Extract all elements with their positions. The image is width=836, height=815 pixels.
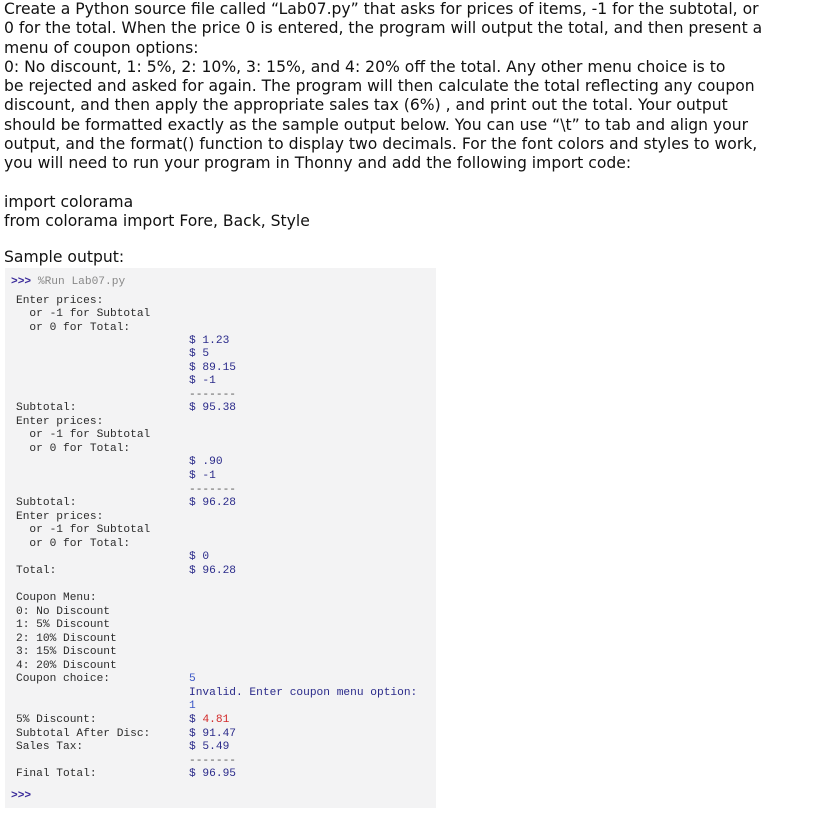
console-value: $ 5.49 [189,741,230,753]
console-text: 2: 10% Discount [16,633,117,645]
console-text: or -1 for Subtotal [16,524,151,536]
console-text: or 0 for Total: [16,538,131,550]
shell-prompt: >>> [11,276,32,288]
console-value: $ 0 [189,551,210,563]
console-text: Final Total: [16,768,97,780]
console-text: Total: [16,565,57,577]
console-text: 4: 20% Discount [16,660,117,672]
instruction-line: 0 for the total. When the price 0 is entered, the program will output the total, and then present a [4,19,763,38]
console-value: $ 95.38 [189,402,236,414]
console-text: or 0 for Total: [16,322,131,334]
import-code-line: from colorama import Fore, Back, Style [4,212,310,231]
console-text: Coupon choice: [16,673,110,685]
console-text: Coupon Menu: [16,592,97,604]
instruction-line: output, and the format() function to display two decimals. For the font colors and styles to work, [4,135,758,154]
console-value: $ 96.95 [189,768,236,780]
user-input: 1 [189,700,196,712]
console-text: 3: 15% Discount [16,646,117,658]
console-text: Subtotal: [16,497,77,509]
separator-line: ------- [189,484,236,496]
sample-output-console [5,268,436,808]
run-line [11,276,125,289]
sample-output-label: Sample output: [4,248,125,266]
separator-line: ------- [189,389,236,401]
import-code-line: import colorama [4,192,134,211]
console-text: or -1 for Subtotal [16,429,151,441]
console-text: 5% Discount: [16,714,97,726]
console-text: Subtotal: [16,402,77,414]
instruction-line: Create a Python source file called “Lab07.py” that asks for prices of items, -1 for the subtotal, or [4,0,759,18]
instruction-line: 0: No discount, 1: 5%, 2: 10%, 3: 15%, and 4: 20% off the total. Any other menu choice is to [4,57,726,76]
shell-prompt: >>> [11,790,32,802]
console-value: Invalid. Enter coupon menu option: [189,687,418,699]
console-text: Sales Tax: [16,741,84,753]
console-text: 0: No Discount [16,606,110,618]
console-value: $ 96.28 [189,565,236,577]
dollar-sign: $ [189,714,203,726]
console-text: Subtotal After Disc: [16,728,151,740]
console-text: Enter prices: [16,416,104,428]
console-value: $ -1 [189,375,216,387]
separator-line: ------- [189,755,236,767]
console-text: Enter prices: [16,511,104,523]
instructions-text [4,0,832,232]
console-value: $ 91.47 [189,728,236,740]
discount-amount: 4.81 [202,714,230,726]
instruction-line: should be formatted exactly as the sample output below. You can use “\t” to tab and align your [4,115,749,134]
instruction-line: you will need to run your program in Thonny and add the following import code: [4,154,632,173]
console-value: $ 89.15 [189,362,236,374]
console-text: or -1 for Subtotal [16,308,151,320]
instruction-line: discount, and then apply the appropriate sales tax (6%) , and print out the total. Your output [4,96,728,115]
console-value: $ 1.23 [189,335,230,347]
instruction-line: menu of coupon options: [4,38,199,57]
console-value: $ 96.28 [189,497,236,509]
console-value: $ 5 [189,348,210,360]
user-input: 5 [189,673,196,685]
run-command: %Run Lab07.py [37,276,126,288]
console-text: Enter prices: [16,295,104,307]
instruction-line: be rejected and asked for again. The program will then calculate the total reflecting any coupon [4,77,755,96]
console-value: $ .90 [189,456,223,468]
console-text: or 0 for Total: [16,443,131,455]
console-value: $ -1 [189,470,216,482]
console-text: 1: 5% Discount [16,619,110,631]
console-value [189,714,229,727]
